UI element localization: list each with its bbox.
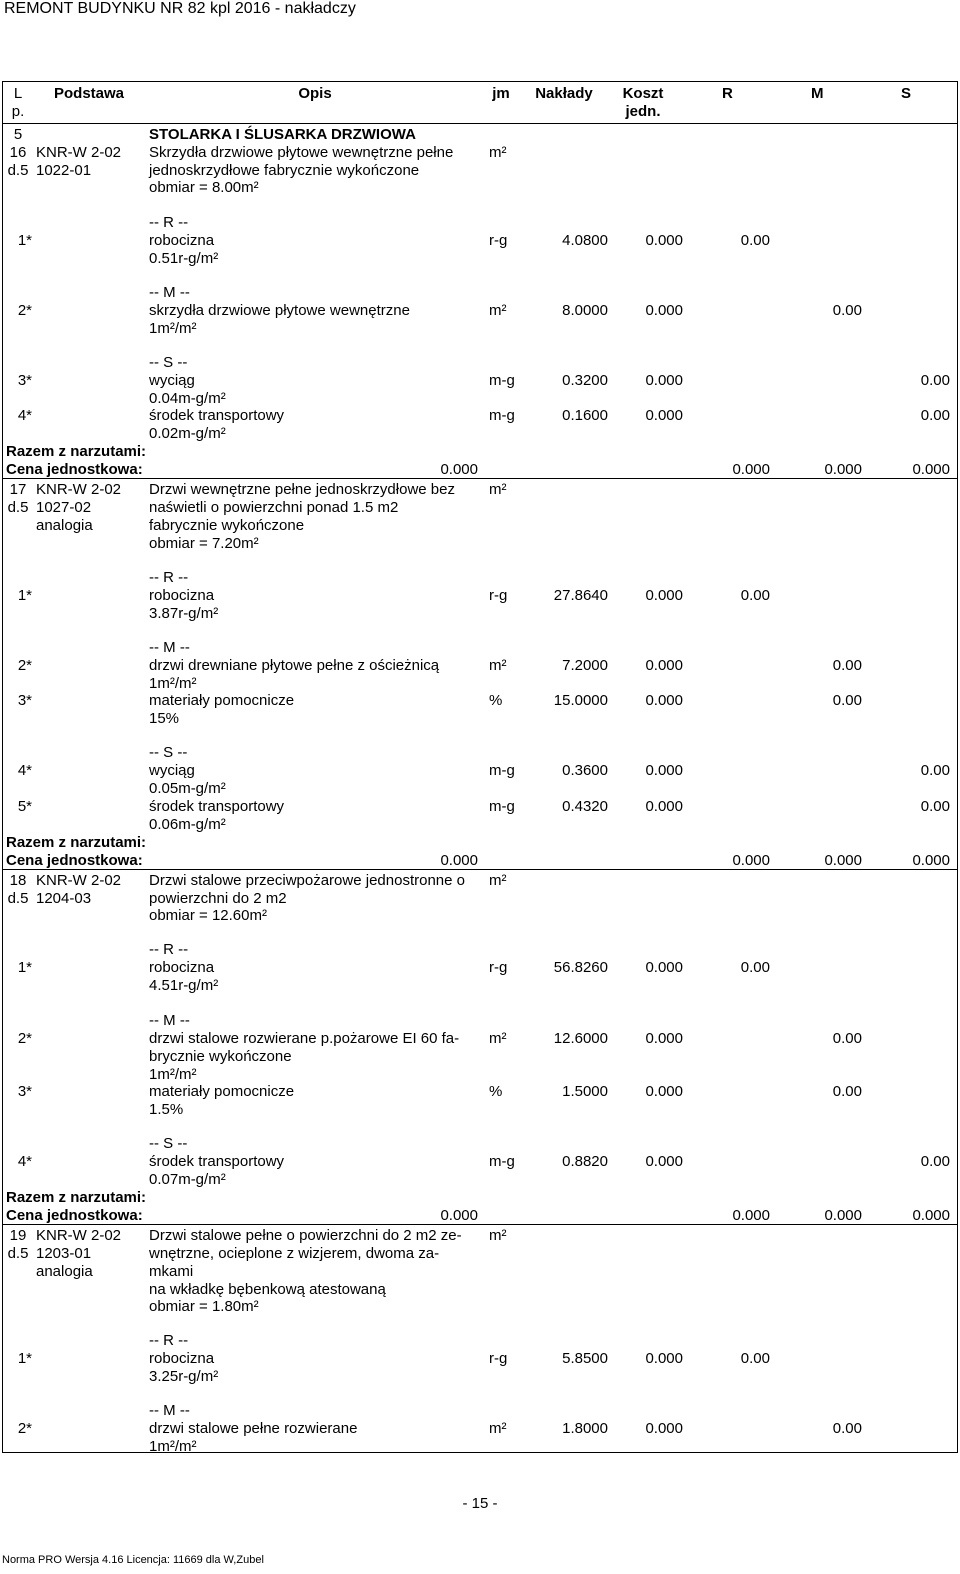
position-basis-code: 1027-02 <box>36 499 92 516</box>
position-basis-code: 1203-01 <box>36 1245 92 1262</box>
item-unit: r-g <box>489 1350 508 1367</box>
resource-group-r: -- R -- <box>149 1332 189 1349</box>
item-lp: 2* <box>17 657 32 674</box>
item-lp: 1* <box>17 232 32 249</box>
position-description: naświetli o powierzchni ponad 1.5 m2 <box>149 499 399 516</box>
item-lp: 5* <box>17 798 32 815</box>
position-obmiar: obmiar = 12.60m² <box>149 907 267 924</box>
item-unit: % <box>489 1083 503 1100</box>
position-chapter: d.5 <box>7 162 29 179</box>
position-unit: m² <box>489 1227 507 1244</box>
position-description: mkami <box>149 1263 194 1280</box>
item-name: skrzydła drzwiowe płytowe wewnętrzne <box>149 302 410 319</box>
table-top-border <box>2 81 957 82</box>
position-basis: KNR-W 2-02 <box>36 481 122 498</box>
software-footer: Norma PRO Wersja 4.16 Licencja: 11669 dla W,Zubel <box>2 1554 264 1566</box>
item-value-s: 0.00 <box>920 762 950 779</box>
item-price: 0.000 <box>645 762 683 779</box>
item-value-m: 0.00 <box>832 1030 862 1047</box>
item-price: 0.000 <box>645 232 683 249</box>
position-chapter: d.5 <box>7 890 29 907</box>
header-podstawa: Podstawa <box>53 85 125 102</box>
header-s: S <box>901 85 912 102</box>
header-koszt-2: jedn. <box>625 103 661 120</box>
resource-group-r: -- R -- <box>149 941 189 958</box>
item-quantity: 7.2000 <box>562 657 608 674</box>
item-price: 0.000 <box>645 657 683 674</box>
item-lp: 3* <box>17 1083 32 1100</box>
page-number: - 15 - <box>462 1495 498 1512</box>
position-basis-code: 1022-01 <box>36 162 92 179</box>
item-name: wyciąg <box>149 372 195 389</box>
table-bottom-border <box>2 1452 957 1453</box>
header-opis: Opis <box>298 85 332 102</box>
item-norm: 15% <box>149 710 180 727</box>
resource-group-m: -- M -- <box>149 284 190 301</box>
item-quantity: 5.8500 <box>562 1350 608 1367</box>
item-name: drzwi stalowe rozwierane p.pożarowe EI 60 fa- <box>149 1030 460 1047</box>
resource-group-s: -- S -- <box>149 354 188 371</box>
item-norm: 3.25r-g/m² <box>149 1368 219 1385</box>
item-lp: 4* <box>17 407 32 424</box>
item-quantity: 15.0000 <box>553 692 608 709</box>
position-chapter: d.5 <box>7 499 29 516</box>
item-price: 0.000 <box>645 1420 683 1437</box>
section-title: STOLARKA I ŚLUSARKA DRZWIOWA <box>149 126 416 143</box>
razem-label: Razem z narzutami: <box>6 443 147 460</box>
header-r: R <box>722 85 733 102</box>
resource-group-s: -- S -- <box>149 1135 188 1152</box>
position-divider <box>2 478 957 479</box>
item-quantity: 0.3600 <box>562 762 608 779</box>
item-quantity: 0.1600 <box>562 407 608 424</box>
item-value-r: 0.00 <box>740 959 770 976</box>
item-name: środek transportowy <box>149 1153 285 1170</box>
item-value-r: 0.00 <box>740 232 770 249</box>
position-obmiar: obmiar = 7.20m² <box>149 535 259 552</box>
resource-group-r: -- R -- <box>149 569 189 586</box>
resource-group-r: -- R -- <box>149 214 189 231</box>
resource-group-m: -- M -- <box>149 639 190 656</box>
position-description: jednoskrzydłowe fabrycznie wykończone <box>149 162 420 179</box>
item-value-m: 0.00 <box>832 1083 862 1100</box>
position-basis-note: analogia <box>36 1263 93 1280</box>
item-unit: m-g <box>489 372 515 389</box>
item-name: materiały pomocnicze <box>149 1083 295 1100</box>
position-description: Drzwi stalowe pełne o powierzchni do 2 m2 ze- <box>149 1227 462 1244</box>
razem-label: Razem z narzutami: <box>6 834 147 851</box>
item-norm: 3.87r-g/m² <box>149 605 219 622</box>
header-lp-2: p. <box>11 103 25 120</box>
item-norm: 4.51r-g/m² <box>149 977 219 994</box>
item-quantity: 1.8000 <box>562 1420 608 1437</box>
header-bottom-border <box>2 123 957 124</box>
item-price: 0.000 <box>645 959 683 976</box>
position-description: powierzchni do 2 m2 <box>149 890 287 907</box>
position-chapter: d.5 <box>7 1245 29 1262</box>
position-description: na wkładkę bębenkową atestowaną <box>149 1281 386 1298</box>
item-lp: 4* <box>17 762 32 779</box>
position-unit: m² <box>489 481 507 498</box>
item-quantity: 4.0800 <box>562 232 608 249</box>
item-unit: m² <box>489 657 507 674</box>
item-value-r: 0.00 <box>740 587 770 604</box>
item-norm: 0.05m-g/m² <box>149 780 226 797</box>
position-description: fabrycznie wykończone <box>149 517 305 534</box>
position-basis: KNR-W 2-02 <box>36 872 122 889</box>
position-number: 16 <box>9 144 27 161</box>
position-number: 19 <box>9 1227 27 1244</box>
item-name: drzwi stalowe pełne rozwierane <box>149 1420 358 1437</box>
item-lp: 1* <box>17 1350 32 1367</box>
table-left-border <box>2 81 3 1453</box>
header-koszt: Koszt <box>622 85 664 102</box>
cena-m: 0.000 <box>824 852 862 869</box>
document-title: REMONT BUDYNKU NR 82 kpl 2016 - nakładczy <box>4 0 356 17</box>
position-obmiar: obmiar = 1.80m² <box>149 1298 259 1315</box>
position-number: 17 <box>9 481 27 498</box>
item-norm: 0.06m-g/m² <box>149 816 226 833</box>
item-quantity: 27.8640 <box>553 587 608 604</box>
item-quantity: 1.5000 <box>562 1083 608 1100</box>
cena-s: 0.000 <box>912 1207 950 1224</box>
cena-m: 0.000 <box>824 461 862 478</box>
item-value-m: 0.00 <box>832 1420 862 1437</box>
item-unit: m-g <box>489 798 515 815</box>
item-name: środek transportowy <box>149 407 285 424</box>
cena-s: 0.000 <box>912 461 950 478</box>
item-norm: 1.5% <box>149 1101 184 1118</box>
cena-label: Cena jednostkowa: <box>6 852 143 869</box>
position-basis: KNR-W 2-02 <box>36 1227 122 1244</box>
item-unit: m-g <box>489 407 515 424</box>
item-norm: 0.07m-g/m² <box>149 1171 226 1188</box>
section-number: 5 <box>13 126 23 143</box>
item-price: 0.000 <box>645 1153 683 1170</box>
position-description: wnętrzne, ocieplone z wizjerem, dwoma za- <box>149 1245 440 1262</box>
item-value-r: 0.00 <box>740 1350 770 1367</box>
cena-r: 0.000 <box>732 1207 770 1224</box>
header-lp: L <box>13 85 23 102</box>
header-jm: jm <box>492 85 510 102</box>
item-name: wyciąg <box>149 762 195 779</box>
item-lp: 3* <box>17 372 32 389</box>
item-norm: 1m²/m² <box>149 1438 197 1455</box>
position-divider <box>2 1224 957 1225</box>
item-name: robocizna <box>149 232 215 249</box>
header-m: M <box>811 85 824 102</box>
position-description: Skrzydła drzwiowe płytowe wewnętrzne pełne <box>149 144 454 161</box>
item-unit: m² <box>489 1420 507 1437</box>
item-norm: 1m²/m² <box>149 1066 197 1083</box>
item-price: 0.000 <box>645 302 683 319</box>
item-norm: 0.51r-g/m² <box>149 250 219 267</box>
item-unit: r-g <box>489 587 508 604</box>
item-norm: 0.04m-g/m² <box>149 390 226 407</box>
cena-koszt: 0.000 <box>440 461 478 478</box>
position-unit: m² <box>489 872 507 889</box>
item-lp: 2* <box>17 1420 32 1437</box>
position-basis-code: 1204-03 <box>36 890 92 907</box>
item-value-m: 0.00 <box>832 657 862 674</box>
cena-label: Cena jednostkowa: <box>6 1207 143 1224</box>
razem-label: Razem z narzutami: <box>6 1189 147 1206</box>
item-norm: 1m²/m² <box>149 320 197 337</box>
item-name: robocizna <box>149 1350 215 1367</box>
item-name: materiały pomocnicze <box>149 692 295 709</box>
item-quantity: 0.4320 <box>562 798 608 815</box>
resource-group-m: -- M -- <box>149 1012 190 1029</box>
cena-s: 0.000 <box>912 852 950 869</box>
cena-koszt: 0.000 <box>440 852 478 869</box>
position-basis: KNR-W 2-02 <box>36 144 122 161</box>
item-price: 0.000 <box>645 372 683 389</box>
cena-m: 0.000 <box>824 1207 862 1224</box>
position-basis-note: analogia <box>36 517 93 534</box>
item-quantity: 0.3200 <box>562 372 608 389</box>
item-value-m: 0.00 <box>832 302 862 319</box>
cena-label: Cena jednostkowa: <box>6 461 143 478</box>
table-right-border <box>957 81 958 1453</box>
item-unit: % <box>489 692 503 709</box>
item-lp: 1* <box>17 959 32 976</box>
item-unit: m² <box>489 302 507 319</box>
header-naklady: Nakłady <box>535 85 593 102</box>
item-lp: 1* <box>17 587 32 604</box>
item-unit: r-g <box>489 959 508 976</box>
item-quantity: 12.6000 <box>553 1030 608 1047</box>
position-unit: m² <box>489 144 507 161</box>
item-price: 0.000 <box>645 407 683 424</box>
item-name: środek transportowy <box>149 798 285 815</box>
position-number: 18 <box>9 872 27 889</box>
item-lp: 4* <box>17 1153 32 1170</box>
item-unit: m² <box>489 1030 507 1047</box>
item-name: robocizna <box>149 587 215 604</box>
cena-r: 0.000 <box>732 461 770 478</box>
item-lp: 2* <box>17 1030 32 1047</box>
item-norm: 1m²/m² <box>149 675 197 692</box>
item-value-s: 0.00 <box>920 798 950 815</box>
position-description: Drzwi stalowe przeciwpożarowe jednostronne o <box>149 872 465 889</box>
item-value-s: 0.00 <box>920 372 950 389</box>
item-norm: 0.02m-g/m² <box>149 425 226 442</box>
item-price: 0.000 <box>645 1350 683 1367</box>
position-divider <box>2 869 957 870</box>
item-value-m: 0.00 <box>832 692 862 709</box>
item-name-cont: brycznie wykończone <box>149 1048 292 1065</box>
item-unit: r-g <box>489 232 508 249</box>
item-price: 0.000 <box>645 587 683 604</box>
item-price: 0.000 <box>645 1083 683 1100</box>
position-description: Drzwi wewnętrzne pełne jednoskrzydłowe bez <box>149 481 455 498</box>
cena-r: 0.000 <box>732 852 770 869</box>
item-lp: 3* <box>17 692 32 709</box>
item-price: 0.000 <box>645 1030 683 1047</box>
item-name: robocizna <box>149 959 215 976</box>
resource-group-s: -- S -- <box>149 744 188 761</box>
item-lp: 2* <box>17 302 32 319</box>
item-quantity: 8.0000 <box>562 302 608 319</box>
item-quantity: 56.8260 <box>553 959 608 976</box>
position-obmiar: obmiar = 8.00m² <box>149 179 259 196</box>
item-unit: m-g <box>489 1153 515 1170</box>
item-value-s: 0.00 <box>920 1153 950 1170</box>
item-value-s: 0.00 <box>920 407 950 424</box>
item-quantity: 0.8820 <box>562 1153 608 1170</box>
item-name: drzwi drewniane płytowe pełne z ościeżnicą <box>149 657 440 674</box>
item-unit: m-g <box>489 762 515 779</box>
item-price: 0.000 <box>645 798 683 815</box>
item-price: 0.000 <box>645 692 683 709</box>
resource-group-m: -- M -- <box>149 1402 190 1419</box>
cena-koszt: 0.000 <box>440 1207 478 1224</box>
